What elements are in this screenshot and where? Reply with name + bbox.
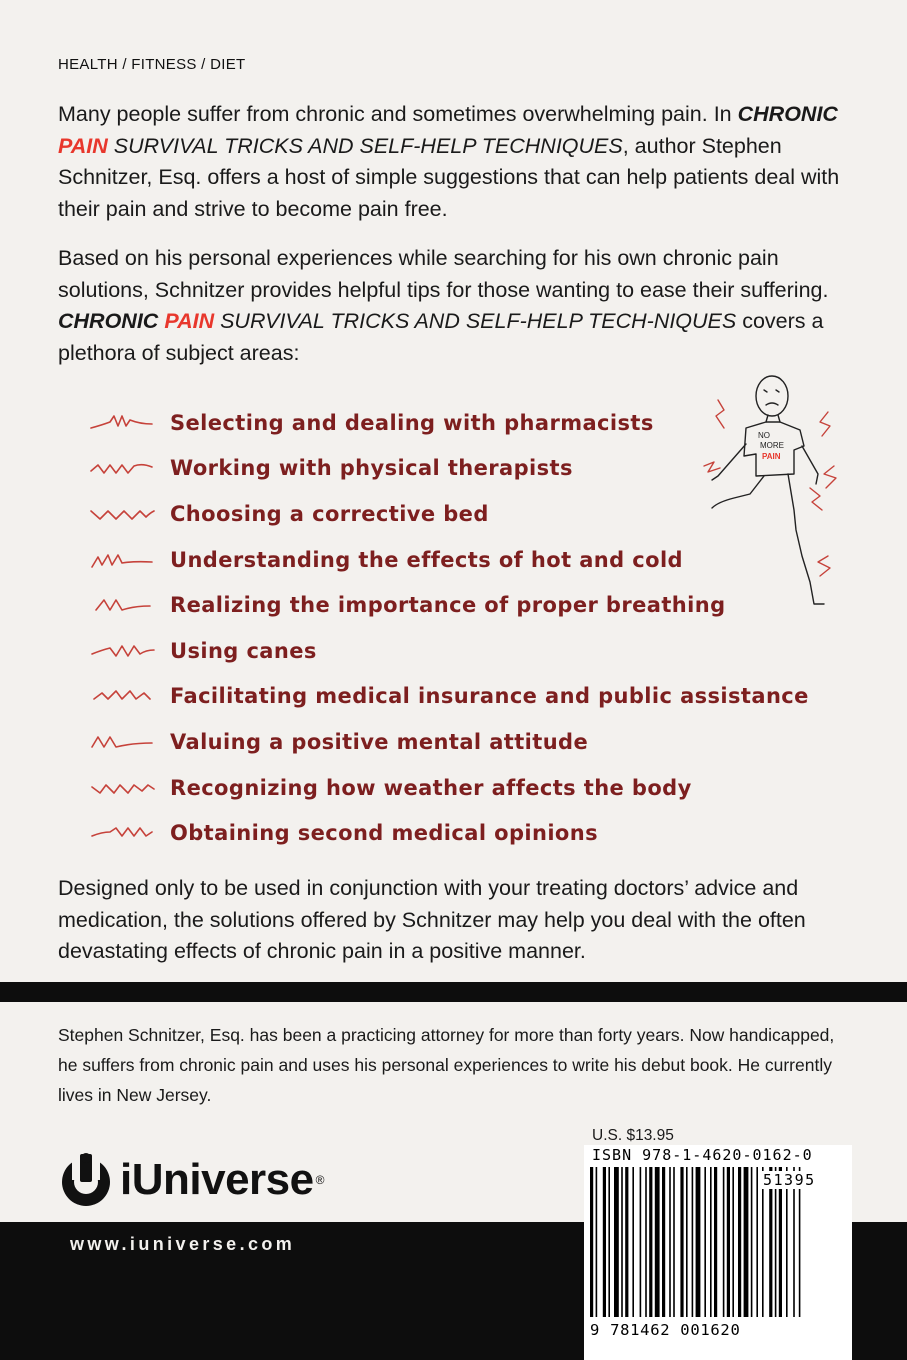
iuniverse-logo-icon — [58, 1152, 114, 1208]
list-item — [88, 765, 848, 811]
pain-squiggle-icon — [88, 503, 156, 525]
pain-squiggle-icon — [88, 594, 156, 616]
topic-label: Valuing a positive mental attitude — [170, 729, 589, 754]
shirt-text-no: NO — [758, 431, 770, 440]
pain-squiggle-icon — [88, 640, 156, 662]
para2-before: Based on his personal experiences while searching for his own chronic pain solutions, Schnitzer provides helpful tips for those wanting to ease their suffering. — [58, 246, 829, 302]
intro-after-title: , author Stephen Schnitzer, Esq. offers a host of simple suggestions that can help patients deal with their pain and strive to become pain free. — [58, 133, 840, 221]
book-title-pain: PAIN — [58, 133, 108, 158]
para2-after: covers a plethora of subject areas: — [58, 309, 824, 365]
topic-label: Using canes — [170, 638, 317, 663]
list-item — [88, 628, 848, 674]
shirt-text-more: MORE — [760, 441, 784, 450]
topic-label: Choosing a corrective bed — [170, 501, 489, 526]
pain-squiggle-icon — [88, 412, 156, 434]
isbn-barcode — [584, 1167, 852, 1321]
ean-number: 9 781462 001620 — [590, 1321, 741, 1339]
barcode-block — [584, 1145, 852, 1360]
publisher-name: iUniverse — [120, 1155, 314, 1204]
publisher-logo — [58, 1152, 324, 1208]
closing-paragraph: Designed only to be used in conjunction with your treating doctors’ advice and medication, the solutions offered by Schnitzer may help you deal with the often devastating effects of chronic pain in a positive manner. — [58, 876, 806, 963]
topic-label: Obtaining second medical opinions — [170, 821, 599, 846]
pain-squiggle-icon — [88, 549, 156, 571]
topic-label: Recognizing how weather affects the body — [170, 775, 692, 800]
subject-paragraph — [58, 243, 850, 369]
publisher-url[interactable]: www.iuniverse.com — [70, 1234, 296, 1254]
registered-mark: ® — [315, 1173, 325, 1187]
topic-label: Understanding the effects of hot and cold — [170, 547, 683, 572]
pain-squiggle-icon — [88, 457, 156, 479]
no-more-pain-figure-illustration — [690, 370, 860, 615]
pain-squiggle-icon — [88, 822, 156, 844]
intro-paragraph — [58, 99, 850, 225]
intro-line1: Many people suffer from chronic and sometimes overwhelming pain. — [58, 102, 708, 126]
category-label: HEALTH / FITNESS / DIET — [58, 56, 246, 73]
pain-squiggle-icon — [88, 685, 156, 707]
shirt-text-pain: PAIN — [762, 452, 781, 461]
pain-squiggle-icon — [88, 731, 156, 753]
author-bio: Stephen Schnitzer, Esq. has been a practicing attorney for more than forty years. Now handicapped, he suffers from chronic pain and uses his personal experiences to write his debut book. He currently lives in New Jersey. — [58, 1025, 835, 1105]
topic-label: Working with physical therapists — [170, 456, 573, 481]
list-item — [88, 674, 848, 720]
price-code: 51395 — [759, 1171, 820, 1189]
section-divider — [0, 982, 907, 1002]
price-label: U.S. $13.95 — [592, 1127, 674, 1144]
book-title-chronic: CHRONIC — [737, 102, 838, 126]
topic-label: Realizing the importance of proper breathing — [170, 593, 726, 618]
book-title-rest-2: SURVIVAL TRICKS AND SELF-HELP TECH-NIQUES — [220, 309, 737, 333]
book-title-rest: SURVIVAL TRICKS AND SELF-HELP TECHNIQUES — [113, 133, 623, 158]
topic-label: Selecting and dealing with pharmacists — [170, 410, 654, 435]
book-title-pain-2: PAIN — [164, 309, 215, 333]
book-title-chronic-2: CHRONIC — [58, 309, 159, 333]
topic-label: Facilitating medical insurance and public assistance — [170, 684, 809, 709]
list-item — [88, 810, 848, 856]
intro-in: In — [713, 102, 732, 126]
pain-squiggle-icon — [88, 777, 156, 799]
isbn-number: ISBN 978-1-4620-0162-0 — [592, 1146, 813, 1164]
list-item — [88, 719, 848, 765]
